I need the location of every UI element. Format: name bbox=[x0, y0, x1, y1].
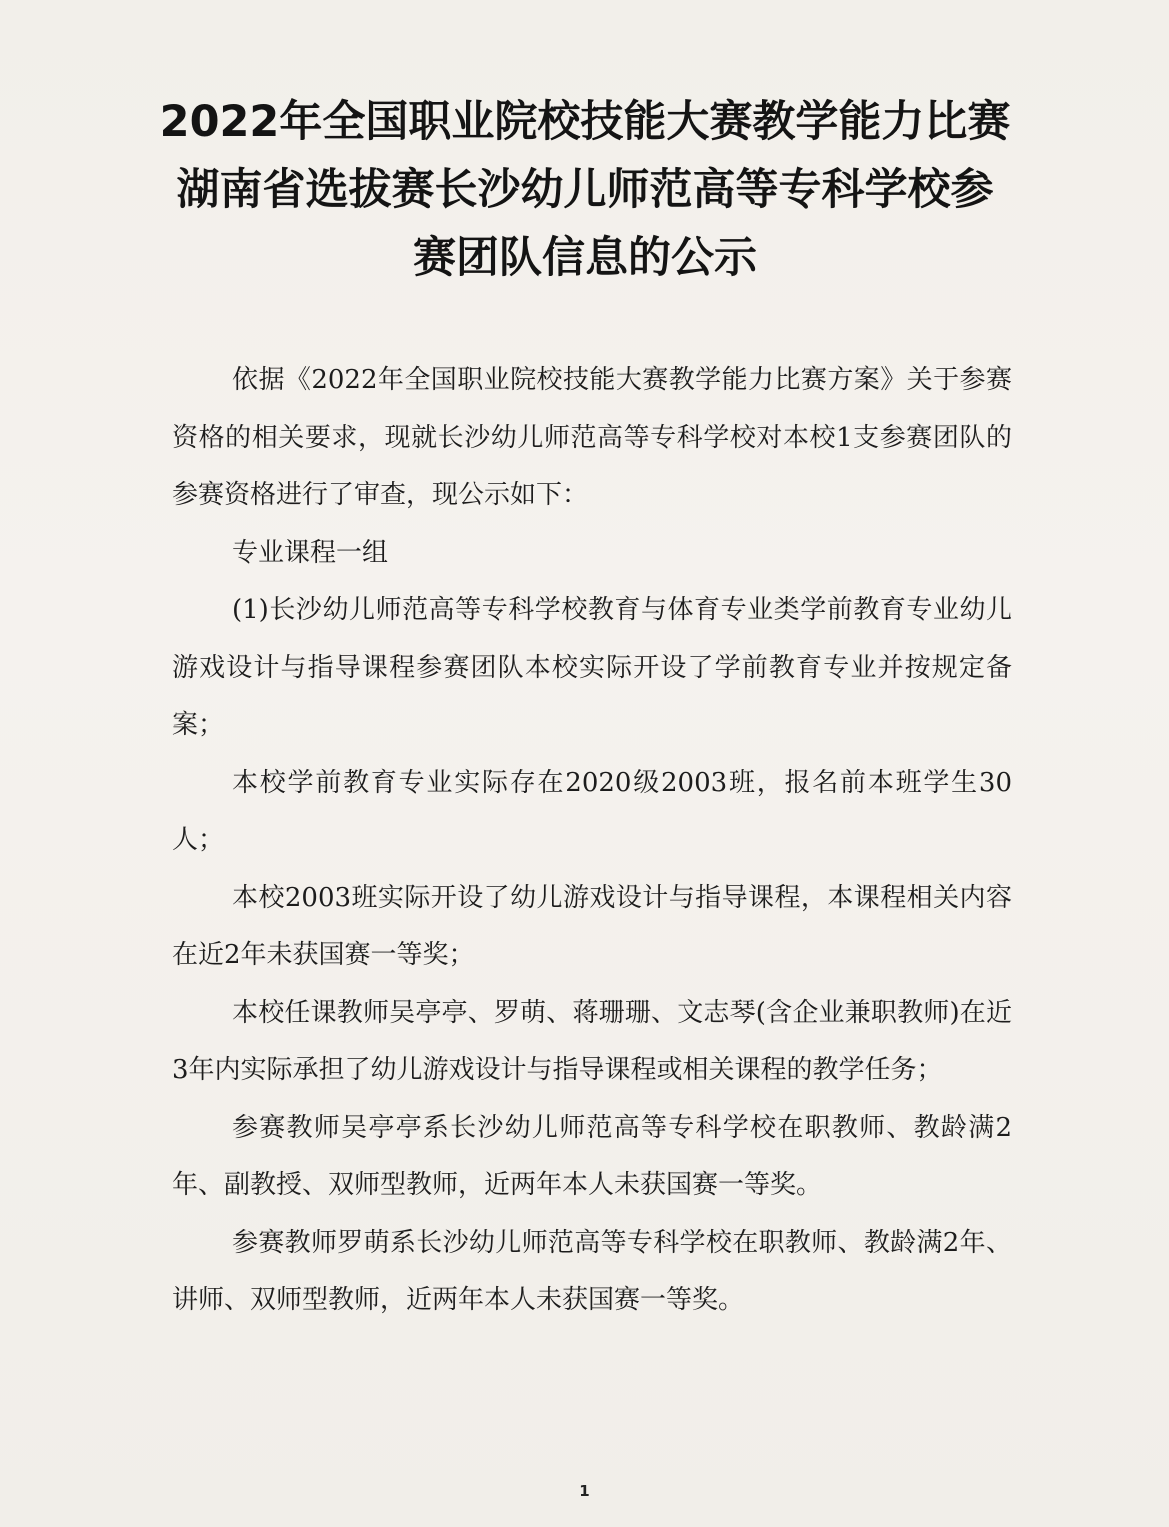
document-body bbox=[172, 352, 1012, 1330]
paragraph-course-info: 本校2003班实际开设了幼儿游戏设计与指导课程，本课程相关内容在近2年未获国赛一等奖； bbox=[172, 882, 1012, 970]
paragraph-teacher-wu: 参赛教师吴亭亭系长沙幼儿师范高等专科学校在职教师、教龄满2年、副教授、双师型教师，近两年本人未获国赛一等奖。 bbox=[172, 1112, 1012, 1200]
document-title bbox=[150, 88, 1020, 292]
paragraph-teacher-luo: 参赛教师罗萌系长沙幼儿师范高等专科学校在职教师、教龄满2年、讲师、双师型教师，近两年本人未获国赛一等奖。 bbox=[172, 1227, 1012, 1315]
paragraph-item-1: (1)长沙幼儿师范高等专科学校教育与体育专业类学前教育专业幼儿游戏设计与指导课程参赛团队本校实际开设了学前教育专业并按规定备案； bbox=[172, 595, 1012, 740]
paragraph-teachers: 本校任课教师吴亭亭、罗萌、蒋珊珊、文志琴(含企业兼职教师)在近3年内实际承担了幼儿游戏设计与指导课程或相关课程的教学任务； bbox=[172, 997, 1012, 1085]
title-line-1: 2022年全国职业院校技能大赛教学能力比赛 bbox=[159, 97, 1011, 147]
page-number: 1 bbox=[579, 1482, 590, 1500]
title-line-3: 赛团队信息的公示 bbox=[413, 233, 757, 283]
paragraph-intro: 依据《2022年全国职业院校技能大赛教学能力比赛方案》关于参赛资格的相关要求，现就长沙幼儿师范高等专科学校对本校1支参赛团队的参赛资格进行了审查，现公示如下： bbox=[172, 365, 1012, 510]
paragraph-group-heading: 专业课程一组 bbox=[232, 537, 389, 568]
title-line-2: 湖南省选拔赛长沙幼儿师范高等专科学校参 bbox=[176, 165, 994, 215]
paragraph-class-info: 本校学前教育专业实际存在2020级2003班，报名前本班学生30人； bbox=[172, 767, 1012, 855]
